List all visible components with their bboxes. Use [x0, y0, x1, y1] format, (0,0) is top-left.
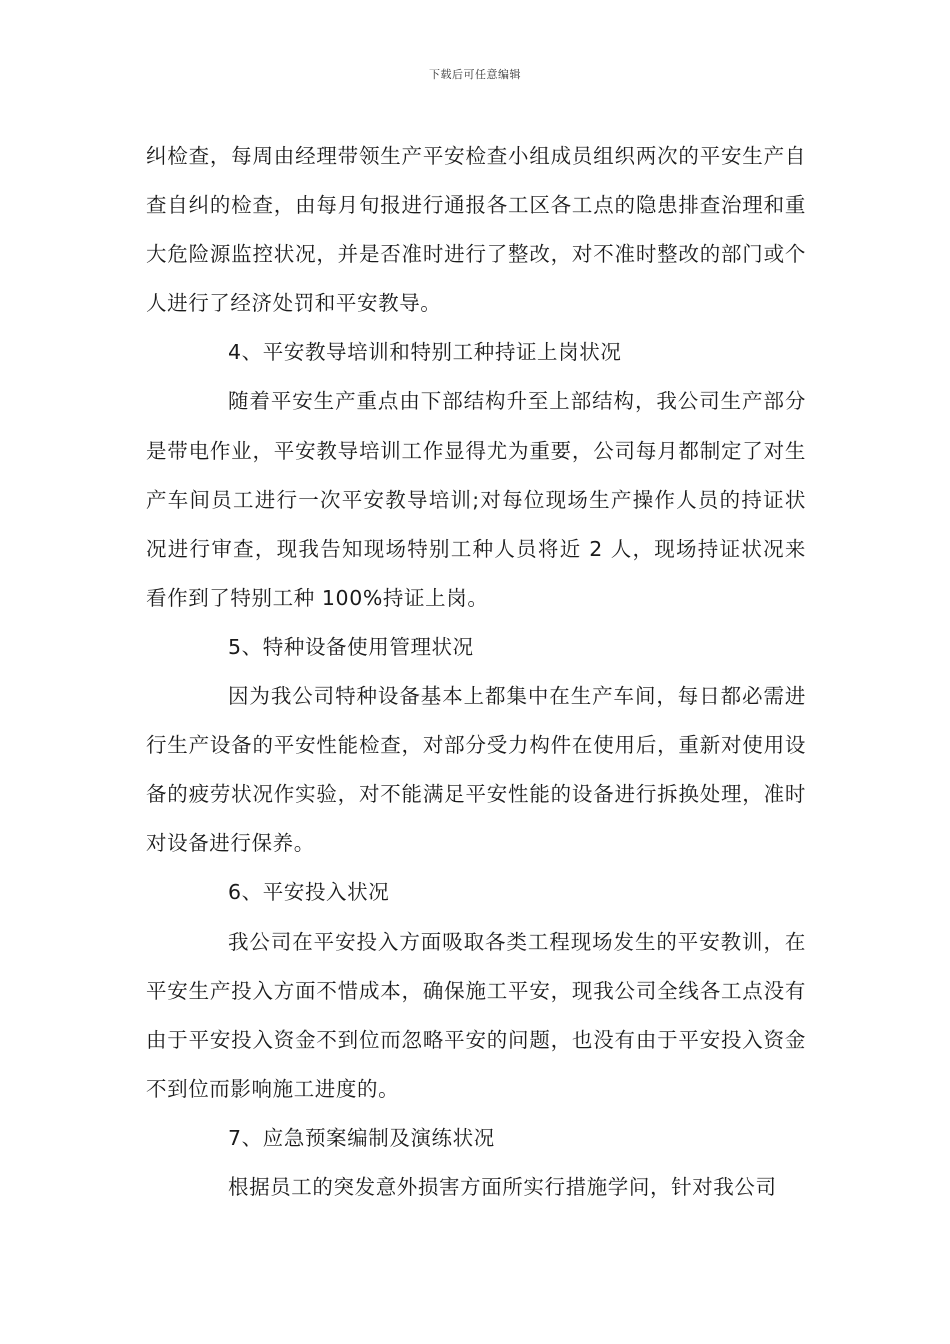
paragraph-equipment: 因为我公司特种设备基本上都集中在生产车间，每日都必需进行生产设备的平安性能检查，对部分受力构件在使用后，重新对使用设备的疲劳状况作实验，对不能满足平安性能的设备进行拆换处理，准时对设备进行保养。 — [146, 684, 806, 856]
section-heading-4: 4、平安教导培训和特别工种持证上岗状况 — [228, 340, 622, 365]
section-heading-7: 7、应急预案编制及演练状况 — [228, 1125, 495, 1150]
section-heading-5: 5、特种设备使用管理状况 — [228, 634, 474, 659]
page-header: 下载后可任意编辑 — [429, 68, 521, 81]
paragraph-continued: 纠检查，每周由经理带领生产平安检查小组成员组织两次的平安生产自查自纠的检查，由每月旬报进行通报各工区各工点的隐患排查治理和重大危险源监控状况，并是否准时进行了整改，对不准时整改的部门或个人进行了经济处罚和平安教导。 — [146, 144, 806, 316]
paragraph-emergency: 根据员工的突发意外损害方面所实行措施学问，针对我公司 — [228, 1174, 777, 1199]
paragraph-training: 随着平安生产重点由下部结构升至上部结构，我公司生产部分是带电作业，平安教导培训工作显得尤为重要，公司每月都制定了对生产车间员工进行一次平安教导培训;对每位现场生产操作人员的持证状况进行审查，现我告知现场特别工种人员将近 2 人，现场持证状况来看作到了特别工种 100%持证上岗。 — [146, 389, 806, 610]
section-heading-6: 6、平安投入状况 — [228, 880, 390, 905]
document-body — [146, 132, 806, 1212]
paragraph-investment: 我公司在平安投入方面吸取各类工程现场发生的平安教训，在平安生产投入方面不惜成本，确保施工平安，现我公司全线各工点没有由于平安投入资金不到位而忽略平安的问题，也没有由于平安投入资金不到位而影响施工进度的。 — [146, 929, 806, 1101]
